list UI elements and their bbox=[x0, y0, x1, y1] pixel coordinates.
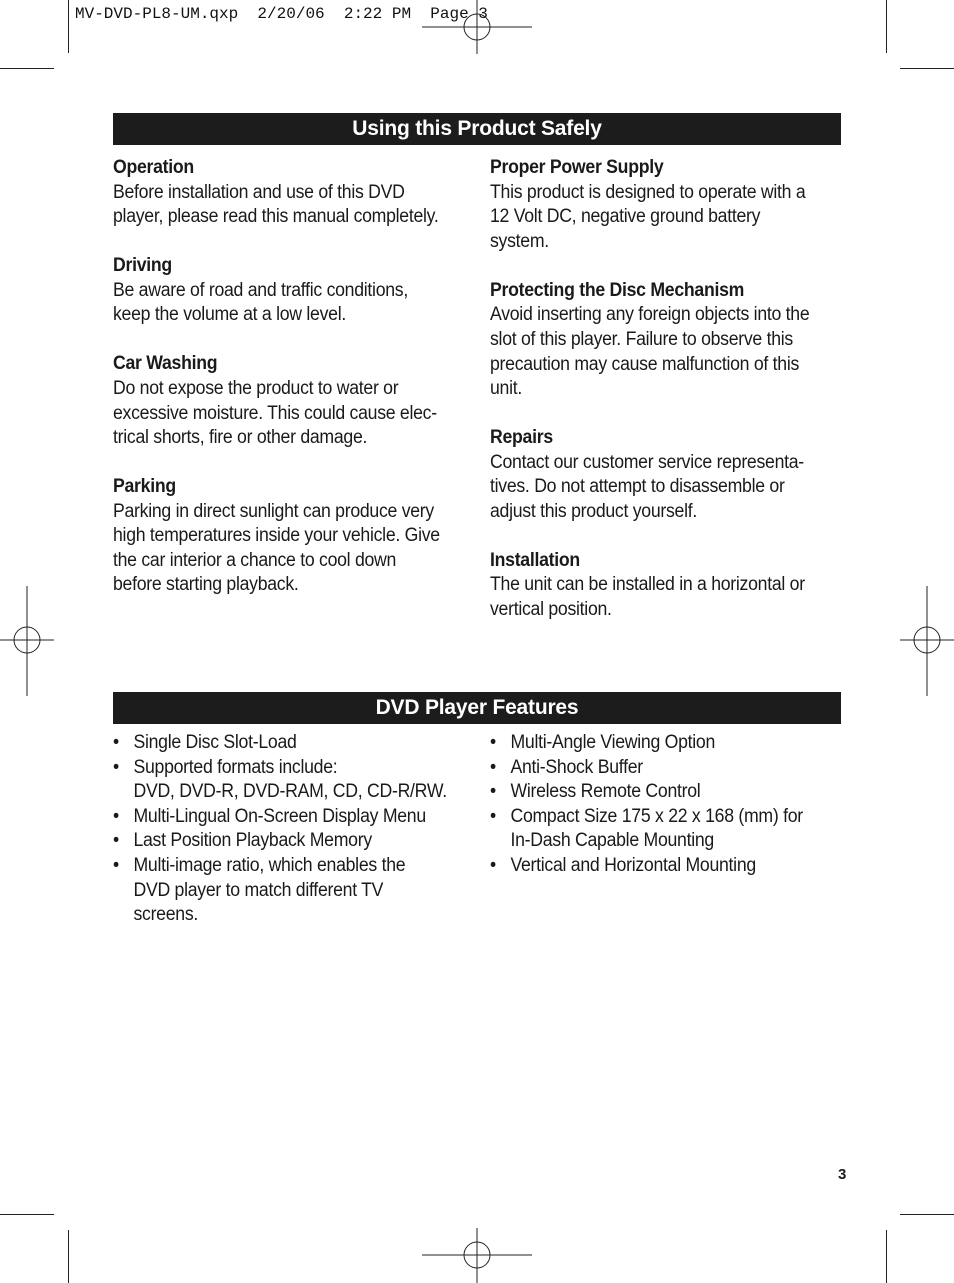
bullet-icon: • bbox=[490, 854, 496, 876]
safety-item-heading: Car Washing bbox=[113, 353, 218, 375]
safety-item bbox=[490, 549, 820, 623]
feature-item bbox=[113, 829, 473, 854]
bullet-icon: • bbox=[113, 805, 119, 827]
safety-item-body: The unit can be installed in a horizontal or vertical position. bbox=[490, 574, 805, 621]
feature-text: Multi-Angle Viewing Option bbox=[510, 732, 716, 753]
safety-item-heading: Proper Power Supply bbox=[490, 157, 664, 178]
safety-item-body: Do not expose the product to water or excessive moisture. This could cause elec- trical shorts, fire or other damage. bbox=[113, 377, 437, 449]
bullet-icon: • bbox=[490, 732, 496, 753]
bullet-icon: • bbox=[113, 854, 119, 876]
crop-mark bbox=[68, 0, 69, 53]
safety-item-body: This product is designed to operate with a 12 Volt DC, negative ground battery system. bbox=[490, 181, 806, 252]
feature-text: Multi-Lingual On-Screen Display Menu bbox=[133, 805, 426, 827]
safety-item-heading: Driving bbox=[113, 255, 172, 277]
section-title-safety: Using this Product Safely bbox=[113, 113, 841, 145]
crop-mark bbox=[900, 68, 954, 69]
feature-item bbox=[113, 805, 473, 830]
safety-item-heading: Installation bbox=[490, 549, 580, 571]
crop-mark bbox=[0, 1214, 54, 1215]
feature-text: Supported formats include: DVD, DVD-R, DVD-RAM, CD, CD-R/RW. bbox=[133, 756, 447, 803]
feature-text: Multi-image ratio, which enables the DVD player to match different TV screens. bbox=[133, 854, 406, 926]
safety-item-heading: Parking bbox=[113, 476, 176, 498]
feature-item bbox=[490, 854, 845, 879]
safety-item-body: Parking in direct sunlight can produce very high temperatures inside your vehicle. Give the car interior a chance to cool down before starting playback. bbox=[113, 500, 440, 596]
bullet-icon: • bbox=[490, 756, 496, 778]
feature-text: Last Position Playback Memory bbox=[133, 830, 372, 852]
safety-right-column bbox=[490, 156, 820, 647]
registration-mark bbox=[422, 0, 532, 54]
registration-mark bbox=[900, 586, 954, 696]
crop-mark bbox=[886, 0, 887, 53]
feature-text: Single Disc Slot-Load bbox=[133, 732, 297, 753]
feature-item bbox=[490, 780, 845, 805]
page-number: 3 bbox=[838, 1166, 847, 1183]
bullet-icon: • bbox=[113, 756, 119, 778]
bullet-icon: • bbox=[113, 830, 119, 852]
crop-mark bbox=[0, 68, 54, 69]
feature-item bbox=[113, 854, 473, 928]
section-title-features: DVD Player Features bbox=[113, 692, 841, 724]
feature-item bbox=[113, 756, 473, 805]
safety-item-heading: Operation bbox=[113, 157, 194, 178]
feature-text: Vertical and Horizontal Mounting bbox=[510, 854, 756, 876]
feature-text: Compact Size 175 x 22 x 168 (mm) for In-Dash Capable Mounting bbox=[510, 805, 803, 852]
registration-mark bbox=[0, 586, 54, 696]
safety-item-heading: Protecting the Disc Mechanism bbox=[490, 279, 745, 301]
safety-item bbox=[490, 156, 820, 254]
safety-item-heading: Repairs bbox=[490, 427, 553, 449]
feature-item bbox=[490, 731, 845, 756]
file-slug-line: MV-DVD-PL8-UM.qxp 2/20/06 2:22 PM Page 3 bbox=[75, 5, 488, 23]
features-left-list bbox=[113, 731, 473, 928]
safety-item-body: Before installation and use of this DVD player, please read this manual completely. bbox=[113, 181, 439, 228]
crop-mark bbox=[886, 1230, 887, 1283]
safety-item-body: Avoid inserting any foreign objects into the slot of this player. Failure to observe this precaution may cause malfunction of this unit. bbox=[490, 304, 810, 400]
safety-left-column bbox=[113, 156, 443, 622]
feature-item bbox=[113, 731, 473, 756]
feature-text: Anti-Shock Buffer bbox=[510, 756, 643, 778]
bullet-icon: • bbox=[490, 805, 496, 827]
safety-item bbox=[113, 475, 443, 598]
feature-text: Wireless Remote Control bbox=[510, 781, 701, 803]
safety-item bbox=[113, 156, 443, 230]
safety-item bbox=[113, 352, 443, 450]
safety-item bbox=[490, 426, 820, 524]
safety-item-body: Be aware of road and traffic conditions, keep the volume at a low level. bbox=[113, 279, 408, 326]
crop-mark bbox=[68, 1230, 69, 1283]
safety-item-body: Contact our customer service representa- tives. Do not attempt to disassemble or adjust this product yourself. bbox=[490, 451, 804, 522]
bullet-icon: • bbox=[113, 732, 119, 753]
bullet-icon: • bbox=[490, 781, 496, 803]
registration-mark bbox=[422, 1228, 532, 1283]
safety-item bbox=[113, 254, 443, 328]
feature-item bbox=[490, 805, 845, 854]
feature-item bbox=[490, 756, 845, 781]
safety-item bbox=[490, 279, 820, 402]
features-right-list bbox=[490, 731, 845, 879]
crop-mark bbox=[900, 1214, 954, 1215]
